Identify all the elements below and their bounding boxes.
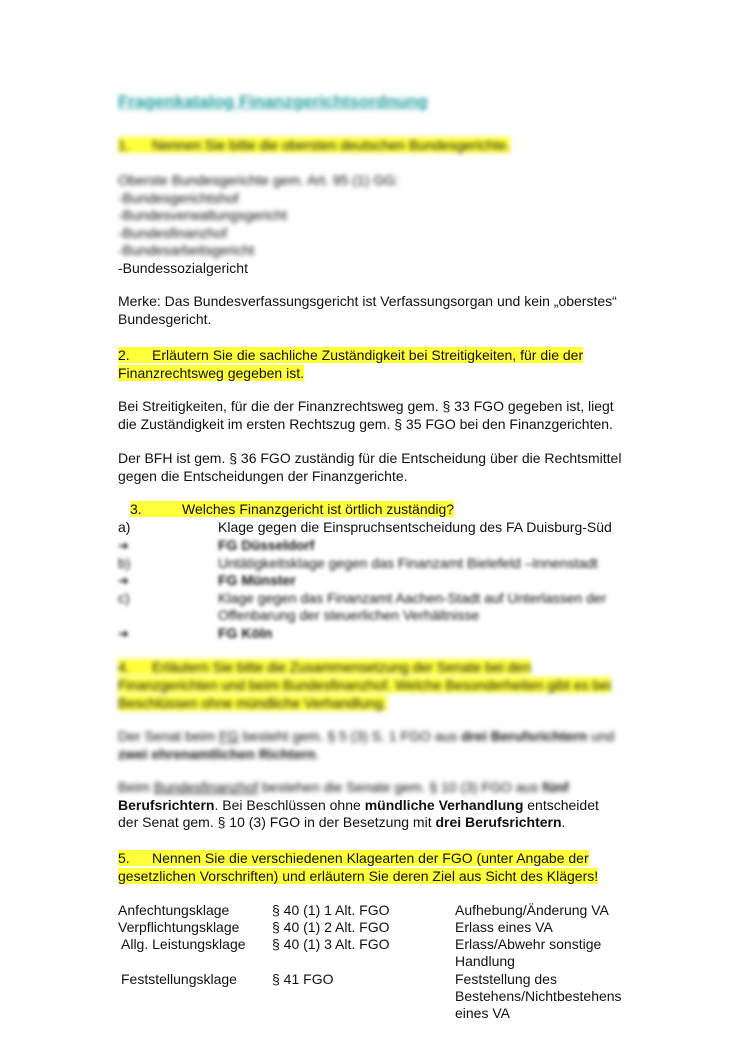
table-cell-art: Anfechtungsklage: [118, 902, 230, 918]
court-item: -Bundesarbeitsgericht: [118, 242, 255, 258]
merke-note: Merke: Das Bundesverfassungsgericht ist Verfassungsorgan und kein „oberstes“ Bundesgericht.: [118, 293, 617, 327]
arrow-icon: ➔: [118, 538, 129, 553]
item-c-label: c): [118, 590, 130, 606]
arrow-icon: ➔: [118, 573, 129, 588]
question-1-text: Nennen Sie bitte die obersten deutschen Bundesgerichte.: [152, 137, 511, 153]
table-cell-ziel: Feststellung des: [455, 971, 557, 987]
answer-4-paragraph-1: Der Senat beim FG besteht gem. § 5 (3) S. 1 FGO aus drei Berufsrichtern und zwei ehrenamtlichen Richtern.: [118, 728, 615, 762]
item-c-text-1: Klage gegen das Finanzamt Aachen-Stadt auf Unterlassen der: [218, 590, 607, 606]
table-cell-ziel: Aufhebung/Änderung VA: [455, 902, 609, 918]
court-item: -Bundesfinanzhof: [118, 224, 227, 241]
answer-1-intro: Oberste Bundesgerichte gem. Art. 95 (1) GG:: [118, 172, 399, 188]
question-5: 5. Nennen Sie die verschiedenen Klagearten der FGO (unter Angabe der gesetzlichen Vorschriften) und erläutern Sie deren Ziel aus Sicht des Klägers!: [118, 850, 599, 884]
item-b-answer: FG Münster: [218, 572, 296, 588]
question-4: 4. Erläutern Sie bitte die Zusammensetzung der Senate bei den Finanzgerichten und beim Bundesfinanzhof. Welche Besonderheiten gibt es bei Beschlüssen ohne mündliche Verhandlung.: [118, 659, 612, 711]
answer-2-paragraph-1: Bei Streitigkeiten, für die der Finanzrechtsweg gem. § 33 FGO gegeben ist, liegt die Zuständigkeit im ersten Rechtszug gem. § 35 FGO bei den Finanzgerichten.: [118, 398, 614, 432]
table-cell-art: Allg. Leistungsklage: [121, 936, 246, 952]
answer-2-paragraph-2: Der BFH ist gem. § 36 FGO zuständig für die Entscheidung über die Rechtsmittel gegen die Entscheidungen der Finanzgerichte.: [118, 450, 622, 484]
court-item: -Bundessozialgericht: [118, 259, 248, 276]
question-3-number: 3.: [130, 501, 142, 517]
table-cell-norm: § 40 (1) 3 Alt. FGO: [272, 936, 390, 952]
item-a-answer: FG Düsseldorf: [218, 537, 315, 553]
table-cell-ziel: Handlung: [455, 953, 515, 969]
court-item: -Bundesverwaltungsgericht: [118, 207, 287, 223]
question-3: 3. Welches Finanzgericht ist örtlich zuständig?: [130, 501, 455, 517]
item-c-text-2: Offenbarung der steuerlichen Verhältnisse: [218, 607, 480, 623]
question-1: [118, 136, 658, 154]
item-a-label: a): [118, 519, 131, 535]
table-cell-norm: § 41 FGO: [272, 971, 334, 987]
table-cell-ziel: Bestehens/Nichtbestehens: [455, 988, 622, 1004]
question-4-number: 4.: [118, 659, 130, 675]
question-2: 2. Erläutern Sie die sachliche Zuständigkeit bei Streitigkeiten, für die der Finanzrechtsweg gegeben ist.: [118, 347, 584, 381]
item-b-text: Untätigkeitsklage gegen das Finanzamt Bielefeld –Innenstadt: [218, 555, 598, 571]
question-1-number: 1.: [118, 137, 130, 153]
question-2-number: 2.: [118, 347, 130, 363]
item-a-text: Klage gegen die Einspruchsentscheidung des FA Duisburg-Süd: [218, 519, 612, 535]
table-cell-norm: § 40 (1) 1 Alt. FGO: [272, 902, 390, 918]
table-cell-ziel: Erlass eines VA: [455, 919, 553, 935]
table-cell-norm: § 40 (1) 2 Alt. FGO: [272, 919, 390, 935]
arrow-icon: ➔: [118, 626, 129, 641]
table-cell-art: Feststellungsklage: [121, 971, 237, 987]
table-cell-ziel: eines VA: [455, 1005, 510, 1021]
answer-4-paragraph-2: Beim Bundesfinanzhof bestehen die Senate gem. § 10 (3) FGO aus fünf Berufsrichtern. Bei Beschlüssen ohne mündliche Verhandlung entscheidet der Senat gem. § 10 (3) FGO in der Besetzung mit drei Berufsrichtern.: [118, 779, 599, 830]
item-b-label: b): [118, 555, 131, 571]
table-cell-ziel: Erlass/Abwehr sonstige: [455, 936, 602, 952]
question-5-number: 5.: [118, 850, 130, 866]
table-cell-art: Verpflichtungsklage: [118, 919, 240, 935]
answer-1: [118, 172, 668, 277]
document-title: Fragenkatalog Finanzgerichtsordnung: [118, 92, 428, 111]
court-item: -Bundesgerichtshof: [118, 189, 239, 206]
item-c-answer: FG Köln: [218, 625, 273, 641]
